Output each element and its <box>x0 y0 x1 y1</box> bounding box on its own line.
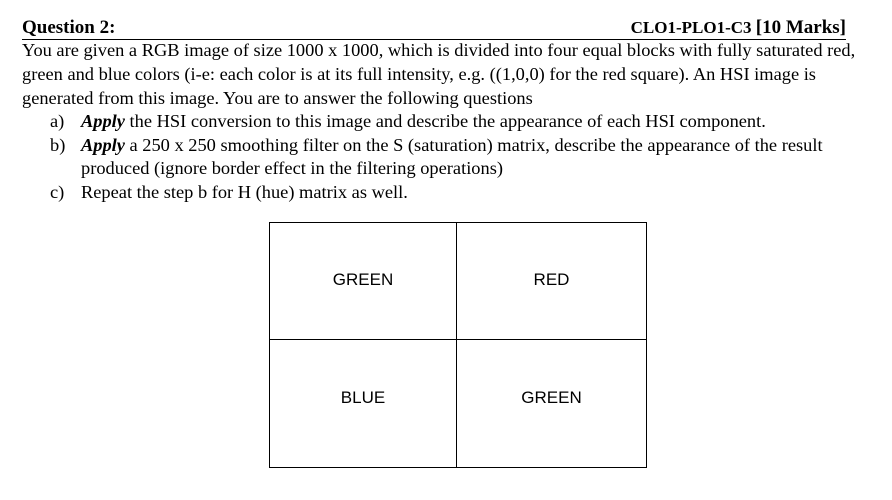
item-b <box>50 134 880 181</box>
question-title: Question 2: <box>22 17 116 38</box>
question-header <box>22 17 846 40</box>
marks-label: [10 Marks] <box>755 17 846 38</box>
clo-code: CLO1-PLO1-C3 <box>630 18 756 37</box>
item-text: Repeat the step b for H (hue) matrix as well. <box>81 181 408 202</box>
item-label: c) <box>50 181 65 202</box>
color-blocks-figure <box>269 222 647 468</box>
clo-marks-label <box>631 17 846 39</box>
item-a <box>50 110 880 134</box>
question-items <box>50 110 880 204</box>
block-bottom-right: GREEN <box>521 387 582 407</box>
block-bottom-left: BLUE <box>270 340 457 467</box>
item-c <box>50 181 880 205</box>
item-label: a) <box>50 111 65 131</box>
item-keyword: Apply <box>81 111 125 131</box>
item-label: b) <box>50 134 66 155</box>
item-text: the HSI conversion to this image and describe the appearance of each HSI component. <box>124 111 766 131</box>
item-keyword: Apply <box>81 134 125 155</box>
item-text: a 250 x 250 smoothing filter on the S (saturation) matrix, describe the appearance of the result produced (ignore border effect in the filtering operations) <box>81 134 823 178</box>
block-top-left: GREEN <box>270 223 457 340</box>
question-intro: You are given a RGB image of size 1000 x 1000, which is divided into four equal blocks with fully saturated red, green and blue colors (i-e: each color is at its full intensity, e.g. ((1,0,0) for the red square). An HSI image is generated from this image. You are to answer the following questions <box>22 40 856 108</box>
block-top-right: RED <box>457 223 646 340</box>
